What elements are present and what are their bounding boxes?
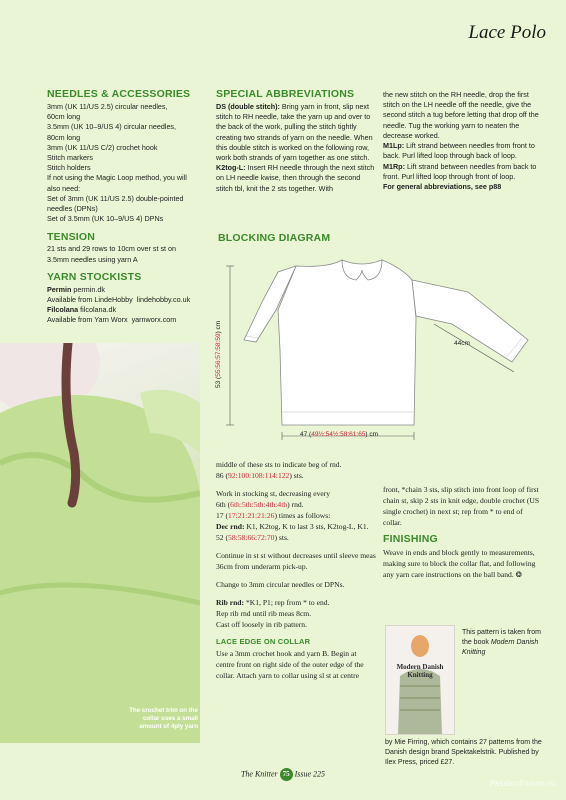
height-prefix: 53 ( <box>215 376 222 388</box>
instr-term: Rib rnd: <box>216 598 245 607</box>
instr-post: ) rnd. <box>287 500 304 509</box>
instr-rib-rnd <box>216 597 376 608</box>
instr-sizes: 58:58:66:72:70 <box>228 533 275 542</box>
instr-dec-rnd <box>216 521 376 532</box>
abbreviations-heading: SPECIAL ABBREVIATIONS <box>216 88 355 100</box>
model-photo <box>0 343 200 743</box>
instr-post: ) sts. <box>274 533 289 542</box>
instr-sizes: 92:100:108:114:122 <box>228 471 290 480</box>
instr-line <box>216 499 376 510</box>
height-suffix: ) cm <box>215 320 222 334</box>
stockist-permin-avail <box>47 295 207 305</box>
instr-line <box>216 532 376 543</box>
sweater-illustration <box>0 343 200 743</box>
promo-pre: This pattern is taken from the book <box>462 629 541 646</box>
instr-text: *K1, P1; rep from * to end. <box>244 598 330 607</box>
needles-line: If not using the Magic Loop method, you will <box>47 173 187 183</box>
page-number: 75 <box>280 768 293 781</box>
instr-line: Rep rib rnd until rib meas 8cm. <box>216 609 312 618</box>
m1rp-text: Lift strand between needles from back to front. Purl lifted loop through front of loop. <box>383 161 537 181</box>
width-sizes: 49½:54½:58:61:65 <box>311 431 366 438</box>
width-suffix: ) cm <box>365 431 379 438</box>
stockist-filcolana-avail <box>47 315 207 325</box>
instr-line: middle of these sts to indicate beg of rnd. <box>216 460 342 469</box>
instr-line: Continue in st st without decreases until sleeve meas 36cm from underarm pick-up. <box>216 551 376 571</box>
needles-line: Set of 3.5mm (UK 10–9/US 4) DPNs <box>47 214 164 224</box>
needles-heading: NEEDLES & ACCESSORIES <box>47 88 191 100</box>
crochet-edge-text: front, *chain 3 sts, slip stitch into front loop of first chain st, skip 2 sts in knit edge, double crochet (US single crochet) in next st; rep from * to end of collar. <box>383 485 540 527</box>
m1rp-term: M1Rp: <box>383 161 405 171</box>
book-cover <box>385 625 455 735</box>
needles-line: 3.5mm (UK 10–9/US 4) circular needles, <box>47 122 177 132</box>
instr-pre: 17 ( <box>216 511 229 520</box>
promo-book-title: Modern Danish Knitting <box>462 638 539 656</box>
abbrev-k2tog <box>216 163 376 194</box>
instr-line <box>216 510 376 521</box>
height-sizes: 55:56:57:58:59 <box>215 333 222 377</box>
instr-line: Work in stocking st, decreasing every <box>216 489 331 498</box>
needles-line: Stitch markers <box>47 153 93 162</box>
filcolana-name: Filcolana <box>47 305 79 315</box>
width-prefix: 47 ( <box>300 431 312 438</box>
instr-line: Change to 3mm circular needles or DPNs. <box>216 580 345 589</box>
needles-line: 80cm long <box>47 132 81 142</box>
stockist-permin <box>47 285 207 295</box>
finishing-heading: FINISHING <box>383 533 438 545</box>
needles-line: also need: <box>47 183 81 193</box>
abbrev-m1lp <box>383 141 543 161</box>
permin-avail-text: Available from LindeHobby <box>47 295 133 304</box>
needles-line: 3mm (UK 11/US 2.5) circular needles, <box>47 101 168 111</box>
filcolana-avail-text: Available from Yarn Worx <box>47 315 128 325</box>
needles-list <box>47 102 207 225</box>
needles-line: needles (DPNs) <box>47 204 98 214</box>
permin-url[interactable]: permin.dk <box>73 284 105 294</box>
instr-sizes: 6th:5th:5th:4th:4th <box>230 500 288 509</box>
permin-avail-url[interactable]: lindehobby.co.uk <box>136 295 191 304</box>
book-cover-illustration <box>386 626 454 734</box>
footer-magazine: The Knitter <box>240 769 278 779</box>
instructions-column-2 <box>383 484 543 580</box>
lace-edge-text: Use a 3mm crochet hook and yarn B. Begin at centre front on right side of the outer edge of the collar. Attach yarn to collar using sl st at centre <box>216 648 364 680</box>
stockist-filcolana <box>47 305 207 315</box>
instr-sizes: 17:21:21:21:26 <box>228 511 275 520</box>
k2tog-term: K2tog-L: <box>216 163 246 173</box>
instr-text: K1, K2tog, K to last 3 sts, K2tog-L, K1. <box>244 522 369 531</box>
stockists-heading: YARN STOCKISTS <box>47 270 142 283</box>
width-label <box>300 430 378 439</box>
left-column <box>47 87 207 326</box>
diagram-heading: BLOCKING DIAGRAM <box>218 232 331 244</box>
book-cover-title: Modern Danish Knitting <box>396 663 444 679</box>
tension-line: 21 sts and 29 rows to 10cm over st st on <box>47 244 177 254</box>
filcolana-avail-url[interactable]: yarnworx.com <box>131 315 177 325</box>
watermark: PassionForum.ru <box>489 779 556 788</box>
abbrev-continued: the new stitch on the RH needle, drop the first stitch on the LH needle off the needle, give the second stitch a tug before letting that drop off the needle. Tug the working yarn to neaten the decrease worked. <box>383 90 539 140</box>
instructions-column <box>216 459 376 681</box>
height-label <box>214 321 223 388</box>
finishing-text: Weave in ends and block gently to measurements, making sure to block the collar flat, and following any yarn care instructions on the ball band. <box>383 548 536 580</box>
tension-heading: TENSION <box>47 230 96 243</box>
abbrev-ds <box>216 102 376 163</box>
filcolana-url[interactable]: filcolana.dk <box>80 305 117 315</box>
needles-line: 60cm long <box>47 112 81 122</box>
k2tog-text: Insert RH needle through the next stitch on LH needle kwise, then through the second stitch tbl, knit the 2 sts together. With <box>216 163 375 193</box>
instr-pre: 52 ( <box>216 533 229 542</box>
page-footer <box>200 768 366 781</box>
instr-post: ) times as follows: <box>274 511 331 520</box>
end-mark-icon: ❂ <box>515 570 523 580</box>
abbreviations-column <box>216 87 376 194</box>
instr-line: Cast off loosely in rib pattern. <box>216 620 307 629</box>
m1lp-term: M1Lp: <box>383 141 405 151</box>
instr-term: Dec rnd: <box>216 522 245 531</box>
needles-line: Stitch holders <box>47 163 91 173</box>
photo-caption: The crochet trim on the collar uses a small amount of 4ply yarn <box>129 707 198 731</box>
height-measurement <box>212 288 232 388</box>
tension-line: 3.5mm needles using yarn A <box>47 254 138 264</box>
finishing-text-wrap <box>383 547 543 580</box>
needles-line: 3mm (UK 11/US C/2) crochet hook <box>47 142 158 152</box>
page-title: Lace Polo <box>468 22 546 43</box>
permin-name: Permin <box>47 284 72 294</box>
instr-pre: 6th ( <box>216 500 231 509</box>
book-promo-text <box>462 628 546 658</box>
abbrev-m1rp <box>383 162 543 182</box>
ds-text: Bring yarn in front, slip next stitch to RH needle, take the yarn up and over to the back of the work, pulling the stitch tightly creating two strands of yarn on the needle. When this double stitch is worked on the following row, work both strands of yarn together as one stitch. <box>216 101 373 162</box>
blocking-diagram <box>216 240 551 445</box>
book-promo-text-2: by Mie Firring, which contains 27 patterns from the Danish design brand Spektakelstrik. Published by Ilex Press, priced £27. <box>385 739 542 766</box>
ds-term: DS (double stitch): <box>216 101 280 111</box>
footer-issue: Issue 225 <box>294 769 326 779</box>
instr-post: ) sts. <box>289 471 304 480</box>
lace-edge-heading: LACE EDGE ON COLLAR <box>216 637 311 646</box>
needles-line: Set of 3mm (UK 11/US 2.5) double-pointed <box>47 193 184 203</box>
general-abbrev-note: For general abbreviations, see p88 <box>383 181 502 191</box>
m1lp-text: Lift strand between needles from front to back. Purl lifted loop through back of loop. <box>383 141 535 161</box>
abbreviations-column-2 <box>383 90 543 192</box>
sleeve-label: 44cm <box>454 340 470 347</box>
instr-pre: 86 ( <box>216 471 229 480</box>
instr-line <box>216 470 376 481</box>
